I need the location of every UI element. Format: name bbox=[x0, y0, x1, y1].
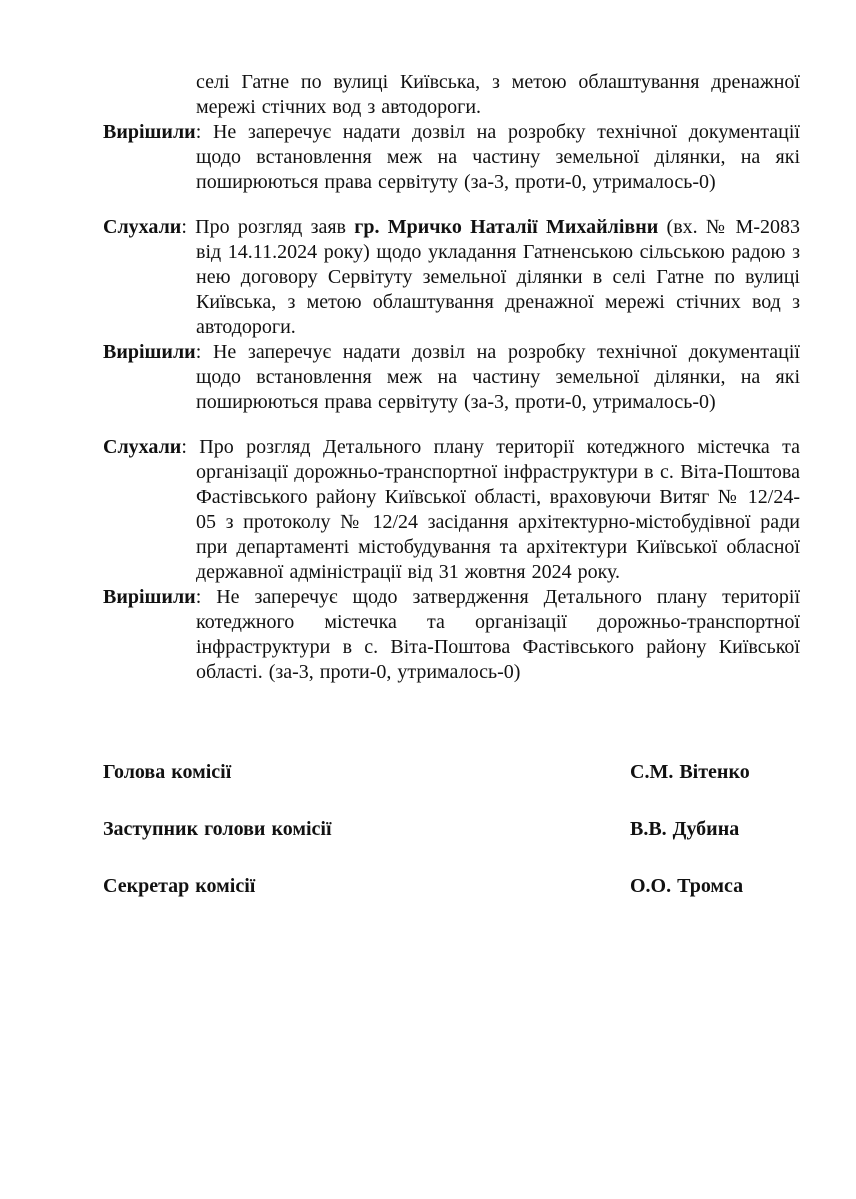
section-resolved-1 bbox=[103, 120, 800, 195]
section-text: Не заперечує надати дозвіл на розробку технічної документації щодо встановлення меж на частину земельної ділянки, на які поширюються права сервітуту (за-3, проти-0, утрималось-0) bbox=[196, 341, 800, 413]
section-separator: : bbox=[195, 586, 217, 608]
section-label: Слухали bbox=[103, 436, 182, 458]
section-text: Не заперечує щодо затвердження Детального плану території котеджного містечка та організації дорожньо-транспортної інфраструктури в с. Віта-Поштова Фастівського району Київської області. (за-3, проти-0, утрималось-0) bbox=[196, 586, 800, 683]
section-separator: : bbox=[181, 436, 200, 458]
continuation-text: селі Гатне по вулиці Київська, з метою облаштування дренажної мережі стічних вод з автодороги. bbox=[196, 71, 800, 118]
section-heard-2 bbox=[103, 435, 800, 585]
section-text: Про розгляд Детального плану території котеджного містечка та організації дорожньо-транспортної інфраструктури в с. Віта-Поштова Фастівського району Київської області, враховуючи Витяг № 12/24-05 з протоколу № 12/24 засідання архітектурно-містобудівної ради при департаменті містобудування та архітектури Київської обласної державної адміністрації від 31 жовтня 2024 року. bbox=[196, 436, 800, 583]
continuation-paragraph bbox=[196, 70, 800, 120]
signature-name: С.М. Вітенко bbox=[630, 761, 750, 783]
document-body bbox=[103, 70, 800, 899]
section-resolved-2 bbox=[103, 340, 800, 415]
signature-title: Заступник голови комісії bbox=[103, 818, 332, 840]
section-heard-1 bbox=[103, 215, 800, 340]
section-resolved-3 bbox=[103, 585, 800, 685]
signature-name: О.О. Тромса bbox=[630, 875, 744, 897]
section-separator: : bbox=[195, 121, 213, 143]
section-label: Вирішили bbox=[103, 341, 196, 363]
signature-row-deputy-chairman bbox=[103, 817, 800, 842]
section-separator: : bbox=[181, 216, 196, 238]
section-text-after: (вх. № М-2083 від 14.11.2024 року) щодо укладання Гатненською сільською радою з нею договору Сервітуту земельної ділянки в селі Гатне по вулиці Київська, з метою облаштування дренажної мережі стічних вод з автодороги. bbox=[196, 216, 800, 338]
signature-name: В.В. Дубина bbox=[630, 818, 740, 840]
section-label: Слухали bbox=[103, 216, 182, 238]
signature-title: Голова комісії bbox=[103, 761, 232, 783]
applicant-name-bold: гр. Мричко Наталії Михайлівни bbox=[354, 216, 659, 238]
section-text: Не заперечує надати дозвіл на розробку технічної документації щодо встановлення меж на частину земельної ділянки, на які поширюються права сервітуту (за-3, проти-0, утрималось-0) bbox=[196, 121, 800, 193]
section-separator: : bbox=[195, 341, 213, 363]
section-text: Про розгляд заяв bbox=[195, 216, 355, 238]
signature-row-secretary bbox=[103, 874, 800, 899]
signature-block bbox=[103, 760, 800, 899]
signature-title: Секретар комісії bbox=[103, 875, 256, 897]
section-label: Вирішили bbox=[103, 121, 196, 143]
signature-row-chairman bbox=[103, 760, 800, 785]
section-label: Вирішили bbox=[103, 586, 196, 608]
